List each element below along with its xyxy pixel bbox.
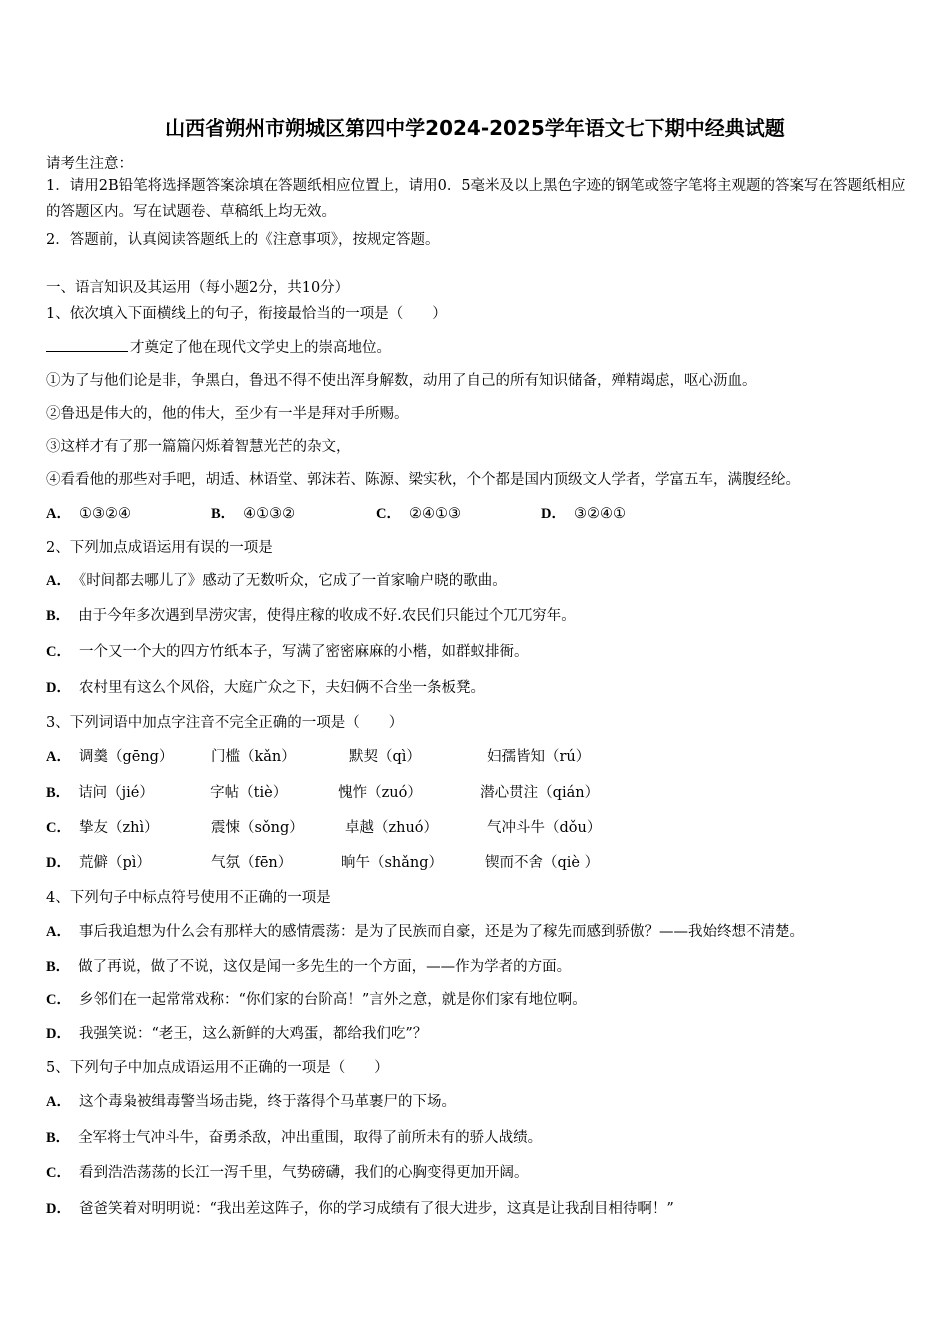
question-3-row-a: A． 调羹（gēng） 门槛（kǎn） 默契（qì） 妇孺皆知（rú） — [46, 749, 591, 765]
question-5-stem: 5、下列句子中加点成语运用不正确的一项是（ ） — [46, 1060, 389, 1076]
question-2-option-b: B． 由于今年多次遇到旱涝灾害，使得庄稼的收成不好.农民们只能过个兀兀穷年。 — [46, 608, 576, 624]
question-1-sentence-2: ②鲁迅是伟大的，他的伟大，至少有一半是拜对手所赐。 — [46, 406, 409, 422]
question-2-option-c: C． 一个又一个大的四方竹纸本子，写满了密密麻麻的小楷，如群蚁排衙。 — [46, 644, 529, 660]
question-1-blank-sentence: 才奠定了他在现代文学史上的崇高地位。 — [46, 336, 391, 357]
question-5-option-d: D． 爸爸笑着对明明说：“我出差这阵子，你的学习成绩有了很大进步，这真是让我刮目相待啊！” — [46, 1201, 674, 1217]
question-4-stem: 4、下列句子中标点符号使用不正确的一项是 — [46, 890, 331, 906]
option-c: C． ②④①③ — [376, 506, 461, 522]
notice-item-1: 1．请用2B铅笔将选择题答案涂填在答题纸相应位置上，请用0．5毫米及以上黑色字迹的钢笔或签字笔将主观题的答案写在答题纸相应的答题区内。写在试题卷、草稿纸上均无效。 — [46, 178, 906, 220]
question-4-option-d: D． 我强笑说：“老王，这么新鲜的大鸡蛋，都给我们吃”？ — [46, 1026, 428, 1042]
question-1-sentence-1: ①为了与他们论是非，争黑白，鲁迅不得不使出浑身解数，动用了自己的所有知识储备，殚精竭虑，呕心沥血。 — [46, 373, 757, 389]
question-5-option-c: C． 看到浩浩荡荡的长江一泻千里，气势磅礴，我们的心胸变得更加开阔。 — [46, 1165, 529, 1181]
question-3-row-d: D． 荒僻（pì） 气氛（fēn） 晌午（shǎng） 锲而不舍（qiè ） — [46, 855, 600, 871]
question-4-option-b: B． 做了再说，做了不说，这仅是闻一多先生的一个方面，——作为学者的方面。 — [46, 959, 572, 975]
option-d: D． ③②④① — [541, 506, 626, 522]
question-5-option-a: A． 这个毒枭被缉毒警当场击毙，终于落得个马革裹尸的下场。 — [46, 1094, 456, 1110]
question-3-row-b: B． 诘问（jié） 字帖（tiè） 愧怍（zuó） 潜心贯注（qián） — [46, 785, 600, 801]
notice-heading: 请考生注意： — [46, 156, 133, 172]
question-5-option-b: B． 全军将士气冲斗牛，奋勇杀敌，冲出重围，取得了前所未有的骄人战绩。 — [46, 1130, 543, 1146]
question-1-sentence-3: ③这样才有了那一篇篇闪烁着智慧光芒的杂文， — [46, 439, 351, 455]
question-4-option-a: A． 事后我追想为什么会有那样大的感情震荡：是为了民族而自豪，还是为了稼先而感到骄傲？——我始终想不清楚。 — [46, 924, 804, 940]
question-1-options — [46, 502, 626, 523]
question-2-option-d: D． 农村里有这么个风俗，大庭广众之下，夫妇俩不合坐一条板凳。 — [46, 680, 485, 696]
section-heading: 一、语言知识及其运用（每小题2分，共10分） — [46, 280, 350, 296]
notice-item-2: 2．答题前，认真阅读答题纸上的《注意事项》，按规定答题。 — [46, 232, 440, 248]
fill-blank — [46, 337, 128, 352]
option-a: A． ①③②④ — [46, 506, 131, 522]
question-1-stem: 1、依次填入下面横线上的句子，衔接最恰当的一项是（ ） — [46, 306, 447, 322]
question-2-stem: 2、下列加点成语运用有误的一项是 — [46, 540, 273, 556]
question-3-row-c: C． 挚友（zhì） 震悚（sǒng） 卓越（zhuó） 气冲斗牛（dǒu） — [46, 820, 602, 836]
question-2-option-a: A． 《时间都去哪儿了》感动了无数听众，它成了一首家喻户晓的歌曲。 — [46, 573, 507, 589]
option-b: B． ④①③② — [211, 506, 296, 522]
question-4-option-c: C． 乡邻们在一起常常戏称：“你们家的台阶高！”言外之意，就是你们家有地位啊。 — [46, 992, 587, 1008]
question-3-stem: 3、下列词语中加点字注音不完全正确的一项是（ ） — [46, 715, 404, 731]
page-title: 山西省朔州市朔城区第四中学2024-2025学年语文七下期中经典试题 — [165, 116, 785, 140]
question-1-sentence-4: ④看看他的那些对手吧，胡适、林语堂、郭沫若、陈源、梁实秋，个个都是国内顶级文人学者，学富五车，满腹经纶。 — [46, 472, 800, 488]
